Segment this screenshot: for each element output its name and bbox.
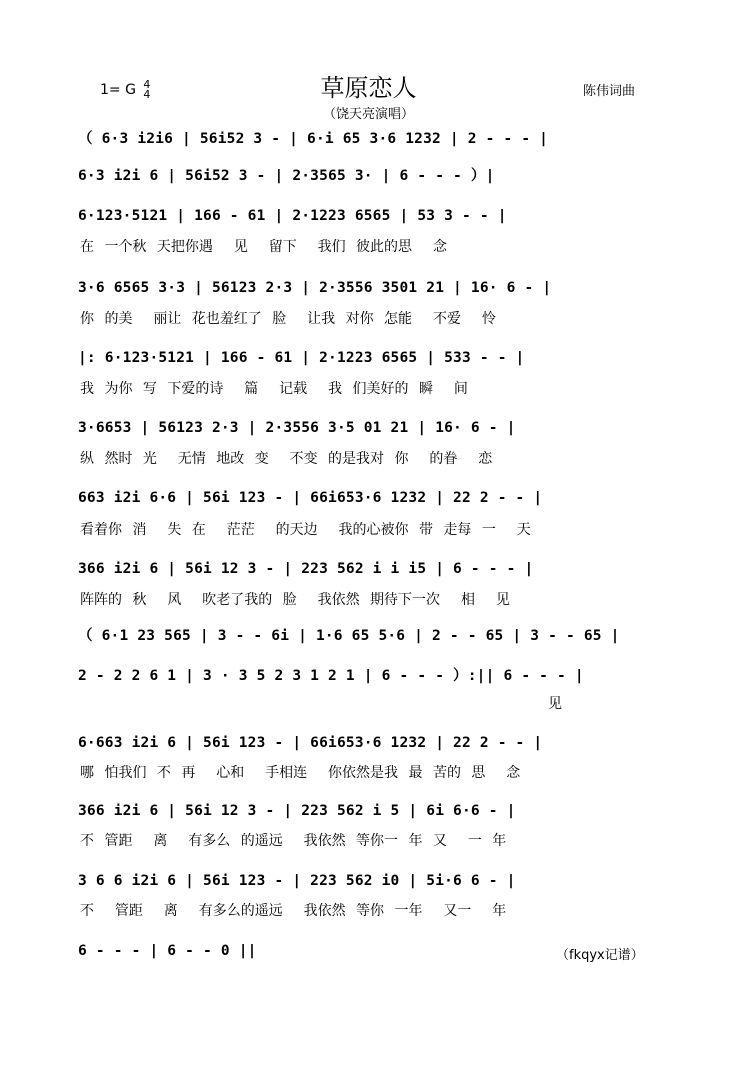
- meter-top: 4: [143, 78, 151, 91]
- song-author: 陈伟词曲: [583, 84, 636, 99]
- score-system-4: 3·6 6565 3·3 | 56123 2·3 | 2·3556 3501 21 | 16· 6 - |: [78, 280, 552, 296]
- score-system-7: 663 i2i 6·6 | 56i 123 - | 66i653·6 1232 | 22 2 - - |: [78, 490, 543, 506]
- meter-bottom: 4: [143, 88, 151, 101]
- lyric-line-7: 看着你 消 失 在 茫茫 的天边 我的心被你 带 走每 一 天: [80, 522, 531, 538]
- song-title: 草原恋人: [320, 74, 417, 102]
- score-system-9: （ 6·1 23 565 | 3 - - 6i | 1·6 65 5·6 | 2 - - 65 | 3 - - 65 |: [78, 628, 620, 644]
- score-system-6: 3·6653 | 56123 2·3 | 2·3556 3·5 01 21 | 16· 6 - |: [78, 420, 516, 436]
- score-system-1: （ 6·3 i2i6 | 56i52 3 - | 6·i 65 3·6 1232 | 2 - - - |: [78, 131, 549, 147]
- lyric-line-5: 我 为你 写 下爱的诗 篇 记载 我 们美好的 瞬 间: [80, 381, 468, 397]
- lyric-line-4: 你 的美 丽让 花也羞红了 脸 让我 对你 怎能 不爱 怜: [80, 311, 496, 327]
- key-label: 1= G: [100, 82, 136, 98]
- lyric-line-10: 见: [548, 696, 562, 712]
- score-system-8: 366 i2i 6 | 56i 12 3 - | 223 562 i i i5 | 6 - - - |: [78, 561, 534, 577]
- lyric-line-3: 在 一个秋 天把你遇 见 留下 我们 彼此的思 念: [80, 239, 447, 255]
- score-system-13: 3 6 6 i2i 6 | 56i 123 - | 223 562 i0 | 5i·6 6 - |: [78, 873, 516, 889]
- score-system-10: 2 - 2 2 6 1 | 3 · 3 5 2 3 1 2 1 | 6 - - - ）:|| 6 - - - |: [78, 668, 584, 684]
- score-system-12: 366 i2i 6 | 56i 12 3 - | 223 562 i 5 | 6i 6·6 - |: [78, 803, 516, 819]
- lyric-line-12: 不 管距 离 有多么 的遥远 我依然 等你一 年 又 一 年: [80, 833, 507, 849]
- score-system-14: 6 - - - | 6 - - 0 ||: [78, 943, 257, 959]
- score-system-3: 6·123·5121 | 166 - 61 | 2·1223 6565 | 53 3 - - |: [78, 208, 507, 224]
- lyric-line-6: 纵 然时 光 无情 地改 变 不变 的是我对 你 的眷 恋: [80, 451, 493, 467]
- score-system-11: 6·663 i2i 6 | 56i 123 - | 66i653·6 1232 | 22 2 - - |: [78, 735, 543, 751]
- lyric-line-8: 阵阵的 秋 风 吹老了我的 脸 我依然 期待下一次 相 见: [80, 592, 510, 608]
- transcriber-credit: （fkqyx记谱）: [556, 948, 644, 963]
- lyric-line-11: 哪 怕我们 不 再 心和 手相连 你依然是我 最 苦的 思 念: [80, 765, 521, 781]
- score-system-2: 6·3 i2i 6 | 56i52 3 - | 2·3565 3· | 6 - - - ）|: [78, 168, 495, 184]
- singer-credit: （饶天亮演唱）: [322, 107, 414, 122]
- score-system-5: |: 6·123·5121 | 166 - 61 | 2·1223 6565 | 533 - - |: [78, 350, 525, 366]
- lyric-line-13: 不 管距 离 有多么的遥远 我依然 等你 一年 又一 年: [80, 903, 507, 919]
